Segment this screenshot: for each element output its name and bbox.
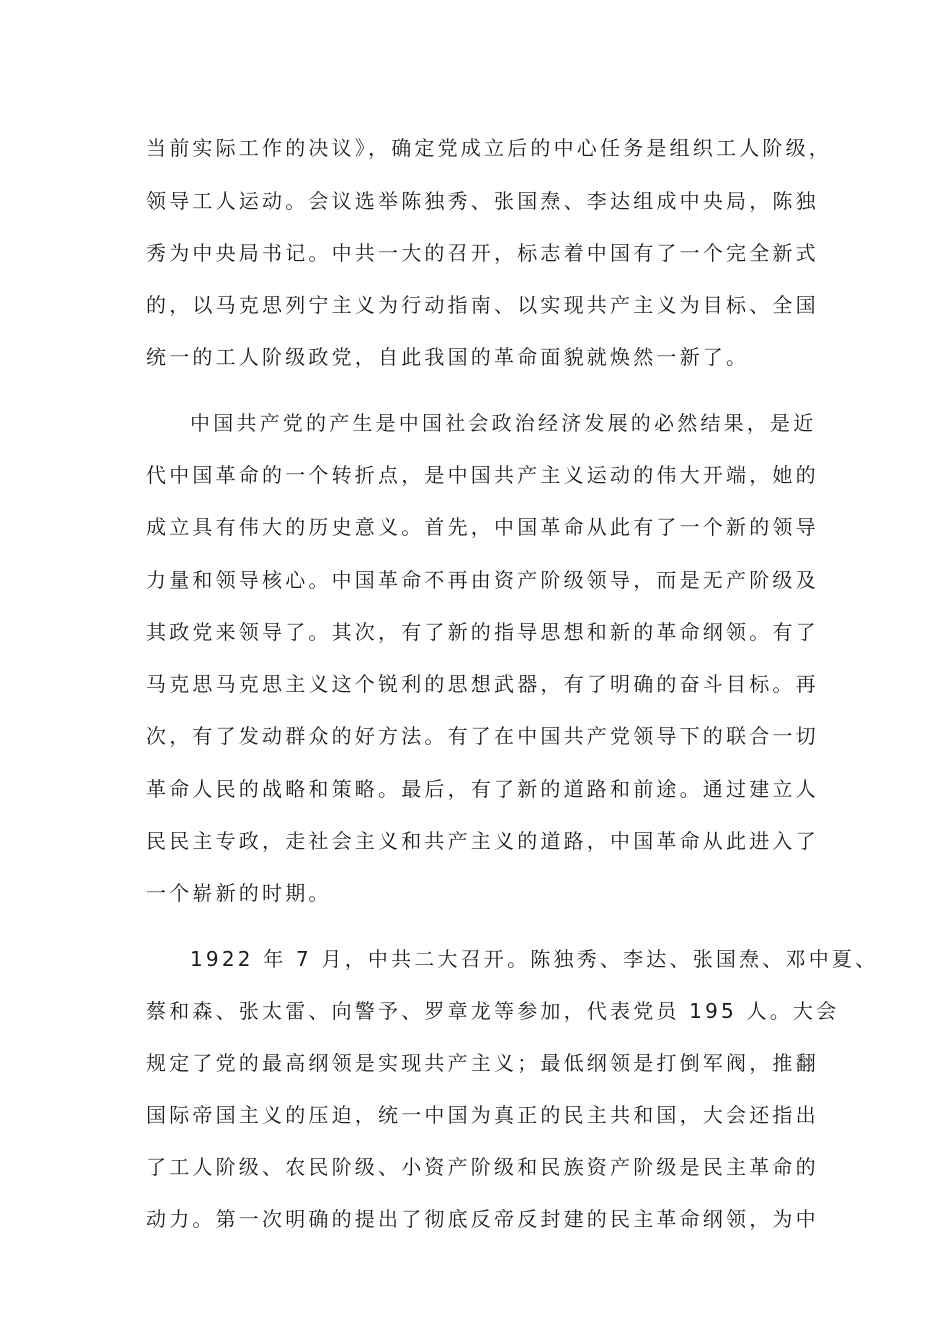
paragraph-2-line-1: 中国共产党的产生是中国社会政治经济发展的必然结果，是近 bbox=[190, 411, 817, 435]
paragraph-2-line-5: 其政党来领导了。其次，有了新的指导思想和新的革命纲领。有了 bbox=[146, 620, 819, 644]
paragraph-2-line-10: 一个崭新的时期。 bbox=[146, 881, 332, 905]
paragraph-2-line-4: 力量和领导核心。中国革命不再由资产阶级领导，而是无产阶级及 bbox=[146, 568, 819, 592]
paragraph-3-line-5: 了工人阶级、农民阶级、小资产阶级和民族资产阶级是民主革命的 bbox=[146, 1155, 819, 1179]
paragraph-2-line-3: 成立具有伟大的历史意义。首先，中国革命从此有了一个新的领导 bbox=[146, 515, 819, 539]
paragraph-2-line-6: 马克思马克思主义这个锐利的思想武器，有了明确的奋斗目标。再 bbox=[146, 672, 819, 696]
paragraph-3-line-4: 国际帝国主义的压迫，统一中国为真正的民主共和国，大会还指出 bbox=[146, 1103, 819, 1127]
paragraph-1-line-3: 秀为中央局书记。中共一大的召开，标志着中国有了一个完全新式 bbox=[146, 241, 819, 265]
paragraph-1-line-2: 领导工人运动。会议选举陈独秀、张国焘、李达组成中央局，陈独 bbox=[146, 189, 819, 213]
paragraph-1-line-4: 的，以马克思列宁主义为行动指南、以实现共产主义为目标、全国 bbox=[146, 293, 819, 317]
paragraph-2-line-2: 代中国革命的一个转折点，是中国共产主义运动的伟大开端，她的 bbox=[146, 463, 819, 487]
paragraph-1-line-1: 当前实际工作的决议》，确定党成立后的中心任务是组织工人阶级， bbox=[146, 136, 832, 160]
paragraph-2-line-8: 革命人民的战略和策略。最后，有了新的道路和前途。通过建立人 bbox=[146, 777, 819, 801]
paragraph-3-line-3: 规定了党的最高纲领是实现共产主义；最低纲领是打倒军阀，推翻 bbox=[146, 1051, 819, 1075]
paragraph-2-line-7: 次，有了发动群众的好方法。有了在中国共产党领导下的联合一切 bbox=[146, 724, 819, 748]
paragraph-3-line-1: 1922 年 7 月，中共二大召开。陈独秀、李达、张国焘、邓中夏、 bbox=[190, 947, 879, 971]
paragraph-1-line-5: 统一的工人阶级政党，自此我国的革命面貌就焕然一新了。 bbox=[146, 345, 750, 369]
paragraph-2-line-9: 民民主专政，走社会主义和共产主义的道路，中国革命从此进入了 bbox=[146, 829, 819, 853]
paragraph-3-line-2: 蔡和森、张太雷、向警予、罗章龙等参加，代表党员 195 人。大会 bbox=[146, 999, 840, 1023]
paragraph-3-line-6: 动力。第一次明确的提出了彻底反帝反封建的民主革命纲领，为中 bbox=[146, 1207, 819, 1231]
